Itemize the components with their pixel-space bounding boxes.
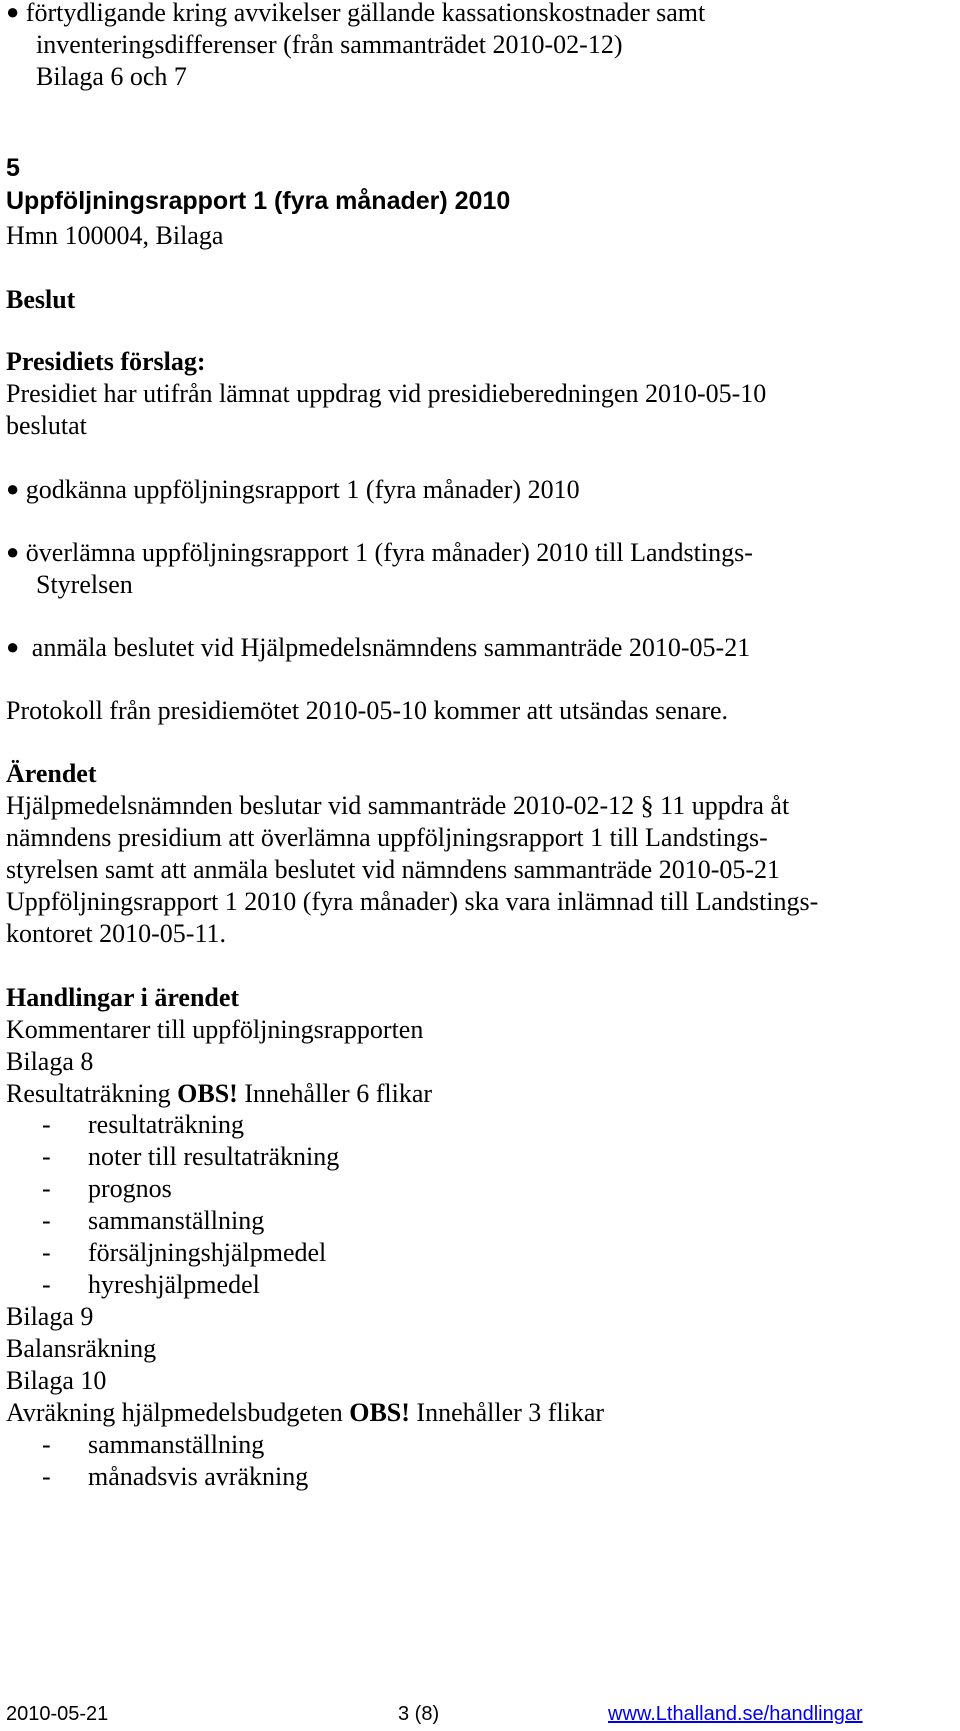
budget-tab-item: sammanställning — [88, 1430, 265, 1459]
handlingar-heading: Handlingar i ärendet — [6, 983, 240, 1012]
dash-marker: - — [42, 1238, 51, 1267]
intro-bullet-line — [6, 0, 705, 26]
intro-text-line-2: inventeringsdifferenser (från sammanträdet 2010-02-12) — [36, 30, 623, 59]
result-statement-line — [6, 1081, 432, 1107]
result-tab-item: sammanställning — [88, 1206, 265, 1235]
proposal-line-1: Presidiet har utifrån lämnat uppdrag vid presidieberedningen 2010-05-10 — [6, 379, 767, 408]
balance-item: Balansräkning — [6, 1334, 157, 1363]
dash-marker: - — [42, 1270, 51, 1299]
decision-bullet-2 — [6, 540, 753, 566]
arendet-line-1: Hjälpmedelsnämnden beslutar vid sammanträde 2010-02-12 § 11 uppdra åt — [6, 791, 790, 820]
result-tab-item: prognos — [88, 1174, 172, 1203]
bilaga-8: Bilaga 8 — [6, 1047, 94, 1076]
bilaga-10: Bilaga 10 — [6, 1366, 107, 1395]
intro-text-line-1: förtydligande kring avvikelser gällande kassationskostnader samt — [25, 0, 706, 27]
result-tab-item: resultaträkning — [88, 1110, 244, 1139]
result-tab-item: hyreshjälpmedel — [88, 1270, 260, 1299]
decision-bullet-1 — [6, 477, 580, 503]
decision-bullet-text: godkänna uppföljningsrapport 1 (fyra månader) 2010 — [25, 475, 580, 504]
item-title: Uppföljningsrapport 1 (fyra månader) 2010 — [6, 187, 511, 215]
budget-statement-line — [6, 1400, 604, 1426]
budget-tab-item: månadsvis avräkning — [88, 1462, 309, 1491]
comments-item: Kommentarer till uppföljningsrapporten — [6, 1015, 424, 1044]
result-prefix: Resultaträkning — [6, 1079, 178, 1108]
proposal-heading: Presidiets förslag: — [6, 347, 206, 376]
protocol-note: Protokoll från presidiemötet 2010-05-10 kommer att utsändas senare. — [6, 696, 729, 725]
proposal-line-2: beslutat — [6, 411, 87, 440]
budget-prefix: Avräkning hjälpmedelsbudgeten — [6, 1398, 350, 1427]
decision-bullet-text: överlämna uppföljningsrapport 1 (fyra månader) 2010 till Landstings- — [25, 538, 753, 567]
item-number: 5 — [6, 154, 20, 182]
decision-bullet-2-continuation: Styrelsen — [36, 570, 133, 599]
footer-date: 2010-05-21 — [6, 1703, 109, 1725]
dash-marker: - — [42, 1430, 51, 1459]
bullet-icon: ● — [6, 476, 20, 501]
result-tab-item: noter till resultaträkning — [88, 1142, 340, 1171]
footer-link[interactable]: www.Lthalland.se/handlingar — [608, 1703, 863, 1725]
arendet-line-5: kontoret 2010-05-11. — [6, 919, 226, 948]
dash-marker: - — [42, 1110, 51, 1139]
intro-text-line-3: Bilaga 6 och 7 — [36, 62, 187, 91]
result-tab-item: försäljningshjälpmedel — [88, 1238, 327, 1267]
arendet-line-2: nämndens presidium att överlämna uppföljningsrapport 1 till Landstings- — [6, 823, 768, 852]
obs-label: OBS! — [349, 1398, 410, 1427]
footer-page-number: 3 (8) — [398, 1703, 440, 1725]
budget-suffix: Innehåller 3 flikar — [409, 1398, 605, 1427]
decision-bullet-3 — [6, 635, 750, 661]
dash-marker: - — [42, 1142, 51, 1171]
dash-marker: - — [42, 1174, 51, 1203]
item-reference: Hmn 100004, Bilaga — [6, 221, 224, 250]
arendet-line-4: Uppföljningsrapport 1 2010 (fyra månader) ska vara inlämnad till Landstings- — [6, 887, 819, 916]
beslut-heading: Beslut — [6, 285, 76, 314]
arendet-heading: Ärendet — [6, 759, 97, 788]
bilaga-9: Bilaga 9 — [6, 1302, 94, 1331]
obs-label: OBS! — [177, 1079, 238, 1108]
decision-bullet-text: anmäla beslutet vid Hjälpmedelsnämndens sammanträde 2010-05-21 — [31, 633, 751, 662]
arendet-line-3: styrelsen samt att anmäla beslutet vid nämndens sammanträde 2010-05-21 — [6, 855, 781, 884]
dash-marker: - — [42, 1206, 51, 1235]
bullet-icon: ● — [6, 634, 20, 659]
bullet-icon: ● — [6, 0, 20, 24]
bullet-icon: ● — [6, 539, 20, 564]
dash-marker: - — [42, 1462, 51, 1491]
result-suffix: Innehåller 6 flikar — [237, 1079, 433, 1108]
